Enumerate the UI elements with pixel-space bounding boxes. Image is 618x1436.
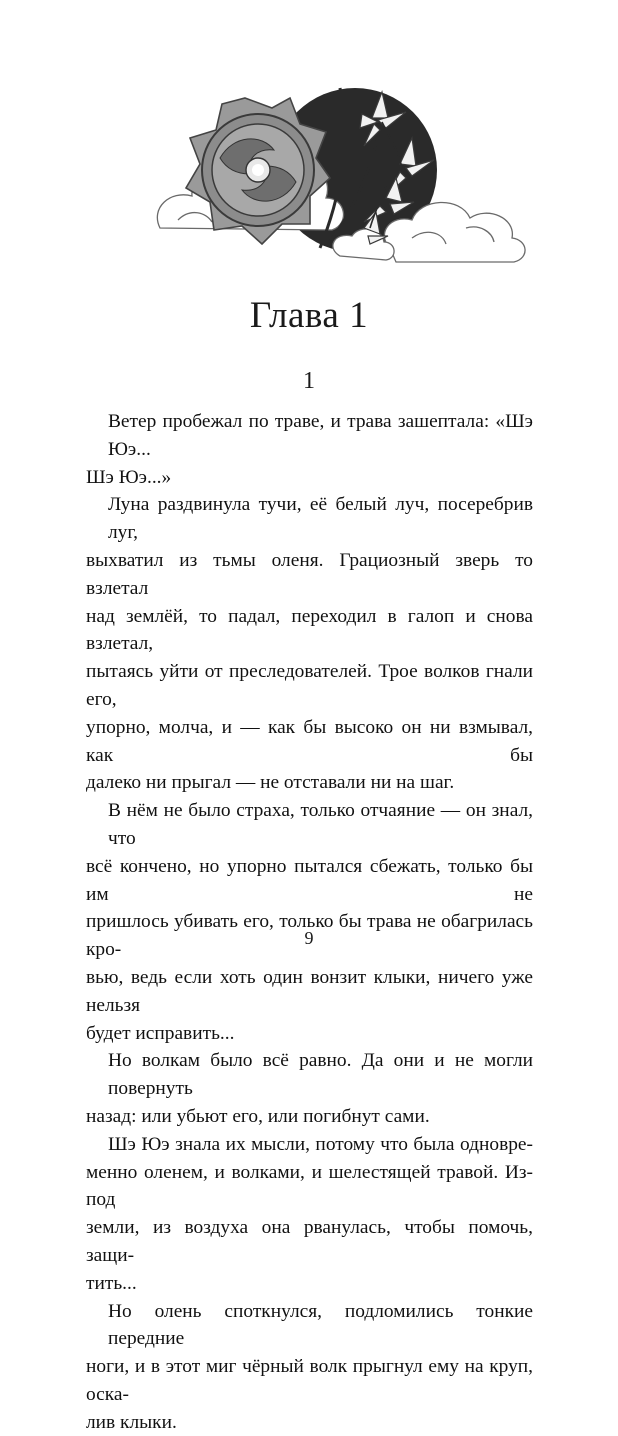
text-line: Шэ Юэ...» [86, 464, 533, 492]
text-line: Луна раздвинула тучи, её белый луч, посеребрив луг, [86, 491, 533, 547]
text-line: В нём не было страха, только отчаяние — он знал, что [86, 797, 533, 853]
text-line: лив клыки. [86, 1409, 533, 1436]
paragraph [86, 1298, 533, 1436]
text-line: будет исправить... [86, 1020, 533, 1048]
text-line: Ветер пробежал по траве, и трава зашептала: «Шэ Юэ... [86, 408, 533, 464]
text-line: менно оленем, и волками, и шелестящей травой. Из-под [86, 1159, 533, 1215]
text-line: выхватил из тьмы оленя. Грациозный зверь то взлетал [86, 547, 533, 603]
paragraph [86, 1047, 533, 1130]
text-line: Шэ Юэ знала их мысли, потому что была одновре- [86, 1131, 533, 1159]
chapter-ornament-icon [150, 78, 530, 268]
text-line: земли, из воздуха она рванулась, чтобы помочь, защи- [86, 1214, 533, 1270]
text-line: пришлось убивать его, только бы трава не обагрилась кро- [86, 908, 533, 964]
text-line: Но олень споткнулся, подломились тонкие передние [86, 1298, 533, 1354]
paragraph [86, 408, 533, 491]
section-number: 1 [0, 368, 618, 395]
text-line: Но волкам было всё равно. Да они и не могли повернуть [86, 1047, 533, 1103]
text-line: пытаясь уйти от преследователей. Трое волков гнали его, [86, 658, 533, 714]
text-line: назад: или убьют его, или погибнут сами. [86, 1103, 533, 1131]
paragraph [86, 797, 533, 1047]
text-line: упорно, молча, и — как бы высоко он ни взмывал, как бы [86, 714, 533, 770]
text-line: над землёй, то падал, переходил в галоп и снова взлетал, [86, 603, 533, 659]
text-line: тить... [86, 1270, 533, 1298]
text-line: далеко ни прыгал — не отставали ни на шаг. [86, 769, 533, 797]
paragraph [86, 491, 533, 797]
text-line: всё кончено, но упорно пытался сбежать, только бы им не [86, 853, 533, 909]
text-line: ноги, и в этот миг чёрный волк прыгнул ему на круп, оска- [86, 1353, 533, 1409]
chapter-title: Глава 1 [0, 294, 618, 337]
paragraph [86, 1131, 533, 1298]
page-number: 9 [0, 928, 618, 949]
text-line: вью, ведь если хоть один вонзит клыки, ничего уже нельзя [86, 964, 533, 1020]
body-text [86, 408, 533, 1436]
